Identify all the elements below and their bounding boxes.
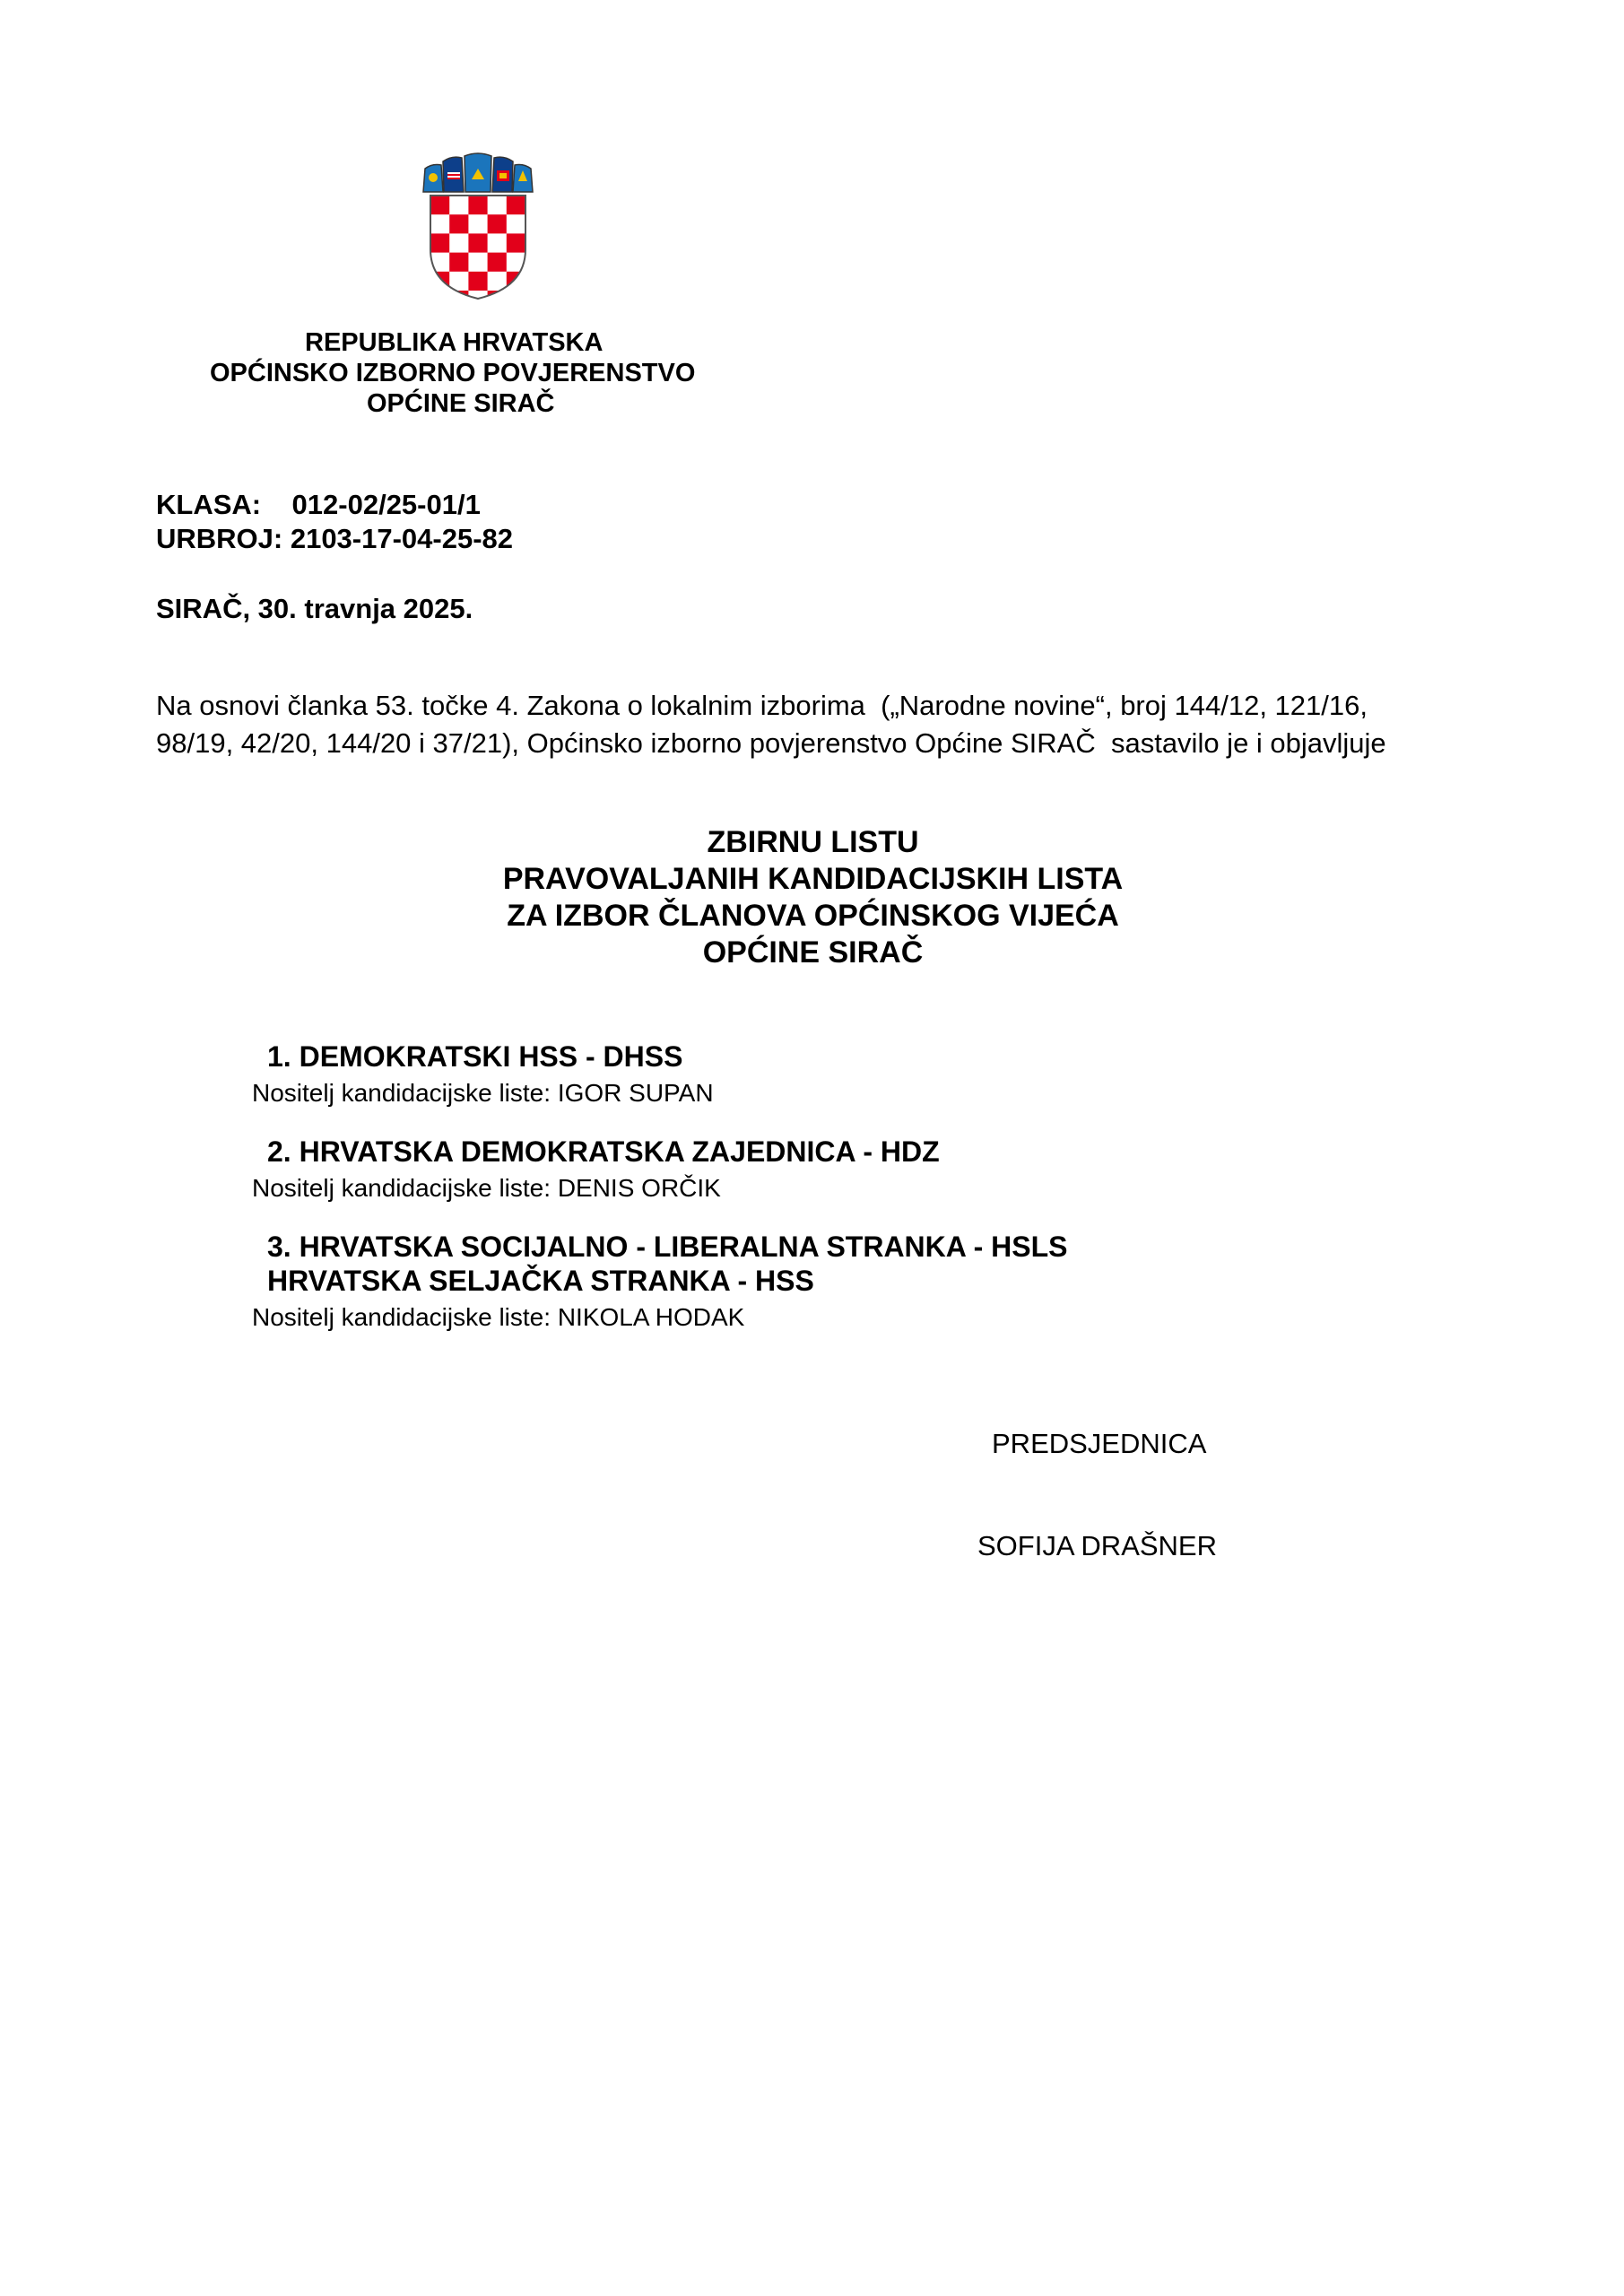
- header-commission: OPĆINSKO IZBORNO POVJERENSTVO: [210, 359, 696, 387]
- title-text-1: ZBIRNU LISTU: [707, 825, 919, 859]
- header-republic: REPUBLIKA HRVATSKA: [305, 328, 604, 357]
- intro-line-2: 98/19, 42/20, 144/20 i 37/21), Općinsko izborno povjerenstvo Općine SIRAČ sastavilo je i objavljuje: [156, 727, 1386, 759]
- list-item-3-name-line2: HRVATSKA SELJAČKA STRANKA - HSS: [267, 1265, 814, 1297]
- klasa-line: KLASA: 012-02/25-01/1: [156, 489, 481, 520]
- list-item-2-bearer: Nositelj kandidacijske liste: DENIS ORČIK: [252, 1174, 721, 1202]
- list-item-3-name: 3. HRVATSKA SOCIJALNO - LIBERALNA STRANKA - HSLS: [267, 1231, 1068, 1263]
- title-text-3: ZA IZBOR ČLANOVA OPĆINSKOG VIJEĆA: [507, 899, 1119, 933]
- checkerboard-shield-icon: [430, 196, 525, 300]
- signature-role: PREDSJEDNICA: [992, 1428, 1207, 1459]
- list-item-1-name: 1. DEMOKRATSKI HSS - DHSS: [267, 1040, 683, 1073]
- title-line-2: [0, 862, 1624, 897]
- title-line-1: [0, 825, 1624, 860]
- crown-icon: [423, 153, 533, 192]
- title-line-3: [0, 899, 1624, 934]
- urbroj-line: URBROJ: 2103-17-04-25-82: [156, 523, 514, 554]
- intro-paragraph: [156, 687, 1501, 762]
- place-date: SIRAČ, 30. travnja 2025.: [156, 593, 473, 624]
- list-item-3-bearer: Nositelj kandidacijske liste: NIKOLA HODAK: [252, 1303, 745, 1331]
- signature-name: SOFIJA DRAŠNER: [977, 1530, 1217, 1561]
- title-line-4: [0, 935, 1624, 970]
- croatian-coat-of-arms-icon: [420, 152, 536, 300]
- intro-line-1: Na osnovi članka 53. točke 4. Zakona o lokalnim izborima („Narodne novine“, broj 144/12, 121/16,: [156, 690, 1368, 721]
- list-item-1-bearer: Nositelj kandidacijske liste: IGOR SUPAN: [252, 1079, 714, 1107]
- list-item-2-name: 2. HRVATSKA DEMOKRATSKA ZAJEDNICA - HDZ: [267, 1135, 940, 1168]
- header-municipality: OPĆINE SIRAČ: [367, 389, 555, 418]
- title-text-4: OPĆINE SIRAČ: [702, 935, 924, 970]
- title-text-2: PRAVOVALJANIH KANDIDACIJSKIH LISTA: [502, 862, 1124, 896]
